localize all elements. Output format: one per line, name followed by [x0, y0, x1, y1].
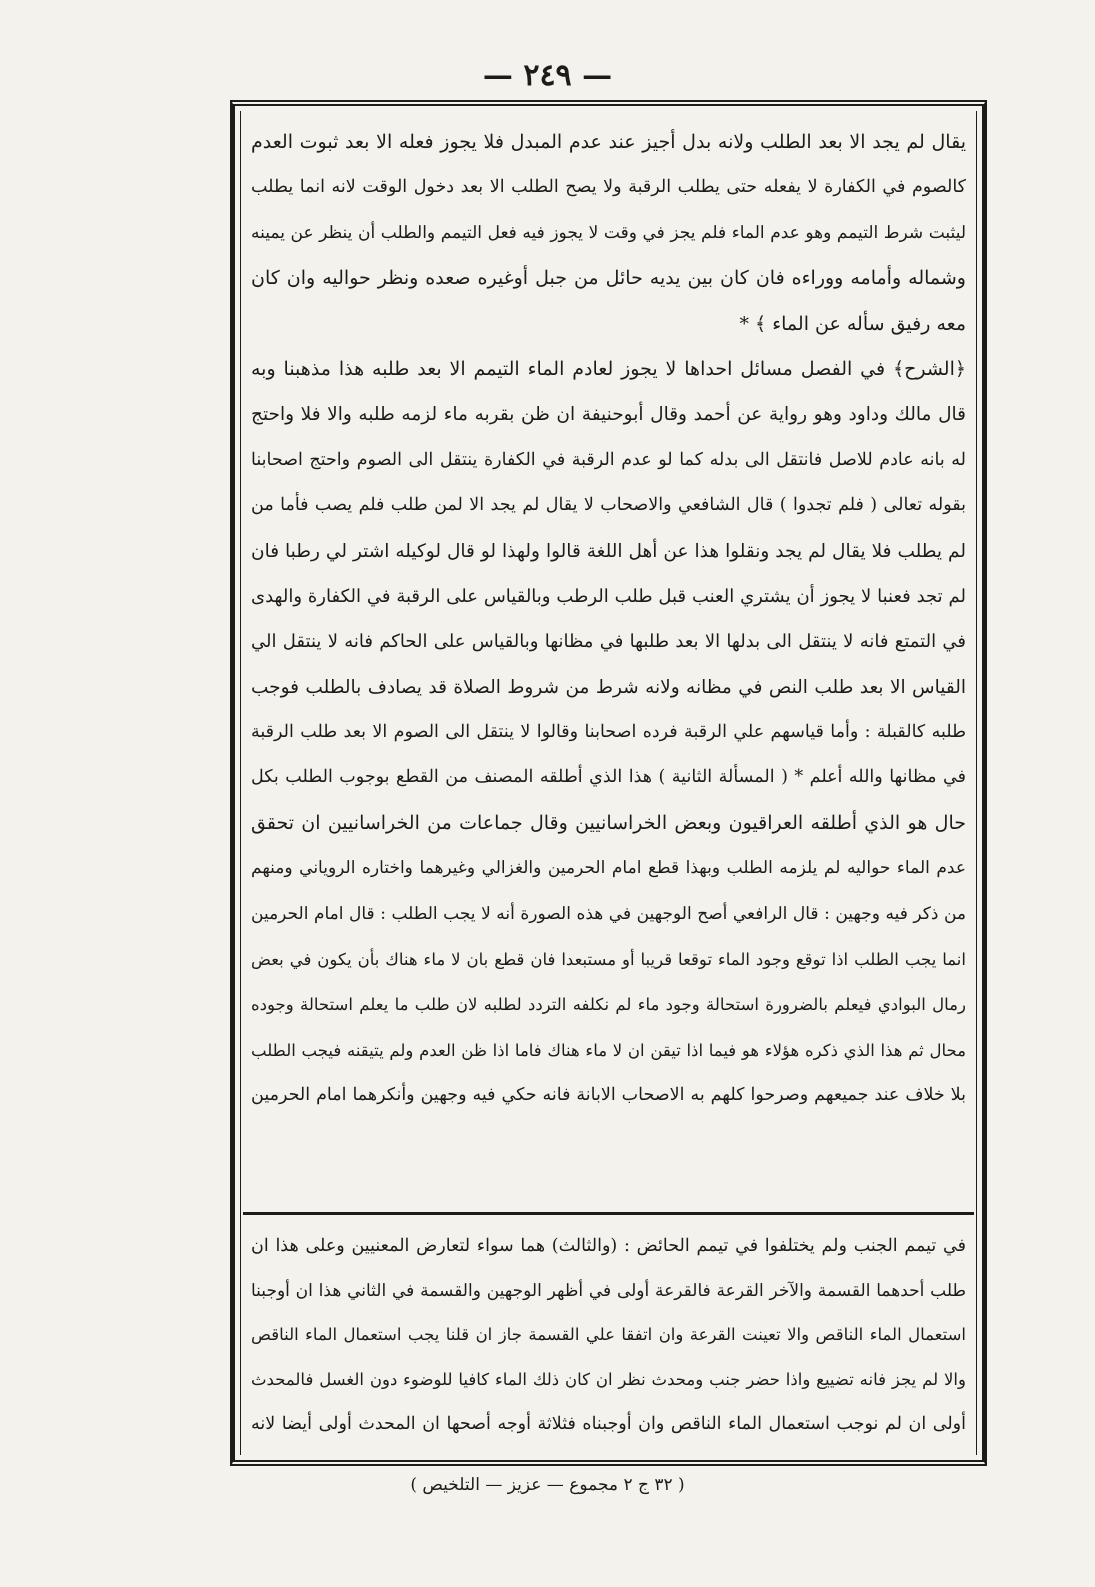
main-text [251, 120, 966, 1119]
text-line: بلا خلاف عند جميعهم وصرحوا كلهم به الاصحاب الابانة فانه حكي فيه وجهين وأنكرهما امام الحرمين [251, 1085, 966, 1106]
text-line: طلبه كالقبلة : وأما قياسهم علي الرقبة فرده اصحابنا وقالوا لا ينتقل الى الصوم الا بعد طلب الرقبة [251, 722, 966, 743]
footnote-line: طلب أحدهما القسمة والآخر القرعة فالقرعة أولى في أظهر الوجهين والقسمة في الثاني هذا ان أوجبنا [251, 1280, 966, 1301]
text-line: بقوله تعالى ( فلم تجدوا ) قال الشافعي والاصحاب لا يقال لم يجد الا لمن طلب فلم يصب فأما من [251, 495, 966, 516]
text-line: معه رفيق سأله عن الماء ﴾ * [739, 312, 966, 335]
footnote-line: أولى ان لم نوجب استعمال الماء الناقص وان أوجبناه فثلاثة أوجه أصحها ان المحدث أولى أيضا لانه [251, 1414, 966, 1434]
text-line: في مظانها والله أعلم * ( المسألة الثانية ) هذا الذي أطلقه المصنف من القطع بوجوب الطلب بكل [251, 767, 966, 788]
footnote-line: والا لم يجز فانه تضييع واذا حضر جنب ومحدث نظر ان كان ذلك الماء كافيا للوضوء دون الغسل فالمحدث [251, 1369, 966, 1389]
text-line: ليثبت شرط التيمم وهو عدم الماء فلم يجز في وقت لا يجوز فيه فعل التيمم والطلب أن ينظر عن يمينه [251, 222, 966, 243]
footnote-line: استعمال الماء الناقص والا تعينت القرعة وان اتفقا علي القسمة جاز ان قلنا يجب استعمال الماء الناقص [251, 1325, 966, 1344]
text-line: من ذكر فيه وجهين : قال الرافعي أصح الوجهين في هذه الصورة أنه لا يجب الطلب : قال امام الحرمين [251, 903, 966, 924]
text-line: له بانه عادم للاصل فانتقل الى بدله كما لو عدم الرقبة في الكفارة ينتقل الى الصوم واحتج اصحابنا [251, 449, 966, 470]
text-line: لم يطلب فلا يقال لم يجد ونقلوا هذا عن أهل اللغة قالوا ولهذا لو قال لوكيله اشتر لي رطبا فان [251, 540, 966, 562]
signature-note: ( ٣٢ ج ٢ مجموع — عزيز — التلخيص ) [410, 1475, 685, 1495]
text-line: ﴿الشرح﴾ في الفصل مسائل احداها لا يجوز لعادم الماء التيمم الا بعد طلبه هذا مذهبنا وبه [251, 357, 966, 380]
text-line: قال مالك وداود وهو رواية عن أحمد وقال أبوحنيفة ان ظن بقربه ماء لزمه طلبه والا فلا واحتج [251, 404, 966, 426]
text-line: لم تجد فعنبا لا يجوز أن يشتري العنب قبل طلب الرطب وبالقياس على الرقبة في الكفارة والهدى [251, 585, 966, 607]
footnote-line: في تيمم الجنب ولم يختلفوا في تيمم الحائض : (والثالث) هما سواء لتعارض المعنيين وعلى هذا ان [251, 1236, 966, 1256]
section-divider [243, 1212, 974, 1215]
text-line: عدم الماء حواليه لم يلزمه الطلب وبهذا قطع امام الحرمين والغزالي وغيرهما واختاره الروياني ومنهم [251, 858, 966, 879]
text-line: رمال البوادي فيعلم بالضرورة استحالة وجود ماء لم نكلفه التردد لطلبه لان طلب ما يعلم استحالة وجوده [251, 995, 966, 1015]
text-line: حال هو الذي أطلقه العراقيون وبعض الخراسانيين وقال جماعات من الخراسانيين ان تحقق [251, 811, 966, 834]
text-line: القياس الا بعد طلب النص في مظانه ولانه شرط من شروط الصلاة قد يصادف بالطلب فوجب [251, 676, 966, 698]
text-line: انما يجب الطلب اذا توقع وجود الماء توقعا قريبا أو مستبعدا فان قطع بان لا ماء هناك بأن يكون في بعض [251, 950, 966, 970]
text-line: في التمتع فانه لا ينتقل الى بدلها الا بعد طلبها في مظانها وبالقياس على الحاكم فانه لا ينتقل الي [251, 631, 966, 653]
text-line: وشماله وأمامه ووراءه فان كان بين يديه حائل من جبل أوغيره صعده ونظر حواليه وان كان [251, 267, 966, 290]
text-line: يقال لم يجد الا بعد الطلب ولانه بدل أجيز عند عدم المبدل فلا يجوز فعله الا بعد ثبوت العدم [251, 131, 966, 153]
text-line: محال ثم هذا الذي ذكره هؤلاء هو فيما اذا تيقن ان لا ماء هناك فاما اذا ظن العدم ولم يتيقنه فيجب الطلب [251, 1040, 966, 1060]
text-line: كالصوم في الكفارة لا يفعله حتى يطلب الرقبة ولا يصح الطلب الا بعد دخول الوقت لانه انما يطلب [251, 177, 966, 198]
page-frame [230, 100, 987, 1466]
footnote-text [251, 1224, 966, 1447]
page-number: — ٢٤٩ — [482, 58, 613, 93]
